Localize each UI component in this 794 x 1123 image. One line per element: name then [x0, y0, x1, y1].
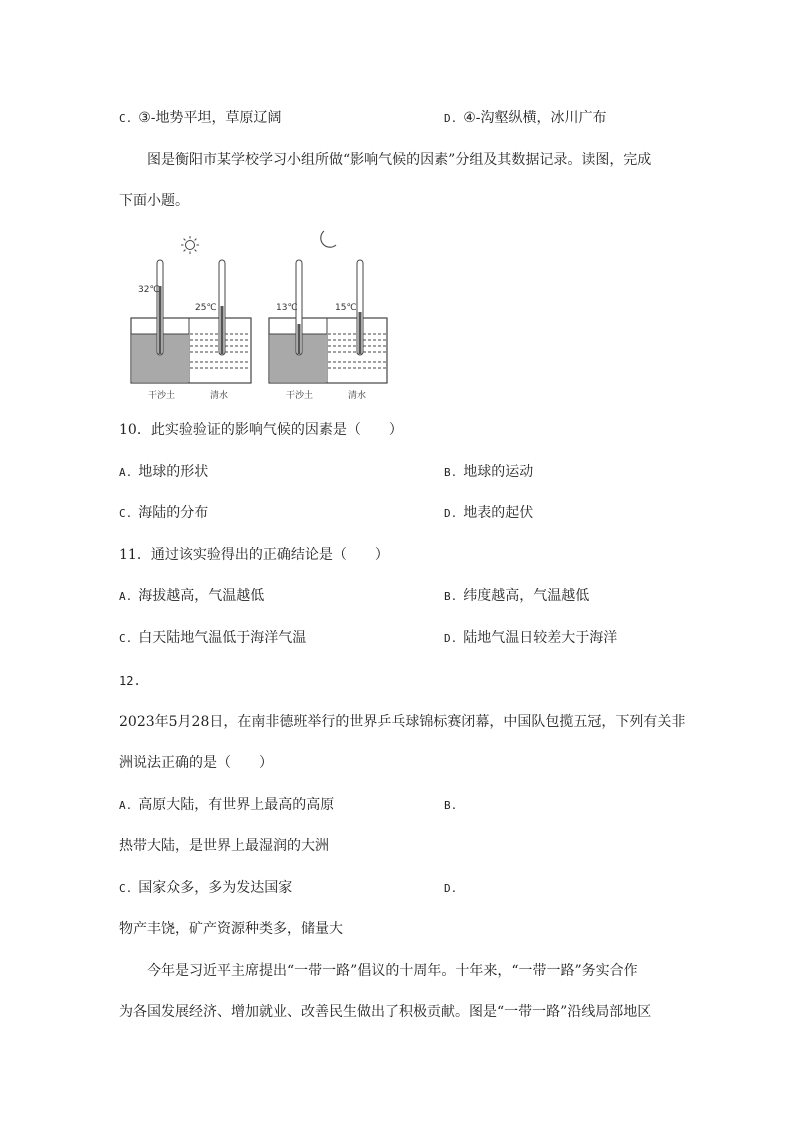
option-text: 陆地气温日较差大于海洋: [463, 630, 618, 646]
q12-option-b-letter: [444, 795, 463, 816]
q12-option-d-letter: [444, 878, 463, 899]
thermometer-water-night: [357, 260, 363, 355]
thermometer-sand-day: [157, 260, 163, 355]
q10-option-d: [444, 503, 533, 524]
sand-label: 干沙土: [286, 391, 314, 401]
option-letter: C.: [119, 882, 133, 895]
q10-option-c: [119, 503, 208, 524]
question-12-stem-line-2: 洲说法正确的是（ ）: [119, 755, 273, 771]
q12-option-b-text: 热带大陆，是世界上最湿润的大洲: [119, 838, 329, 854]
intro-line-1: 图是衡阳市某学校学习小组所做“影响气候的因素”分组及其数据记录。读图，完成: [147, 152, 652, 168]
q12-option-a: [119, 795, 334, 816]
q11-option-b: [444, 586, 589, 607]
option-letter: C.: [119, 632, 133, 645]
q10-option-b: [444, 462, 533, 483]
question-11-stem: 11．通过该实验得出的正确结论是（ ）: [119, 547, 389, 563]
water-temp-label: 15℃: [335, 303, 357, 313]
option-text: ④-沟壑纵横，冰川广布: [463, 110, 607, 126]
question-10-stem: 10．此实验验证的影响气候的因素是（ ）: [119, 422, 403, 438]
thermometer-water-day: [219, 260, 225, 355]
water-temp-label: 25℃: [195, 303, 217, 313]
q11-option-c: [119, 628, 306, 649]
option-letter: A.: [119, 466, 133, 479]
option-text: 地表的起伏: [463, 505, 534, 521]
q12-option-c: [119, 878, 292, 899]
option-letter: A.: [119, 590, 133, 603]
question-12-stem-line-1: 2023年5月28日，在南非德班举行的世界乒乓球锦标赛闭幕，中国队包揽五冠，下列有关非: [119, 714, 686, 730]
water-label: 清水: [210, 391, 229, 401]
option-letter: A.: [119, 799, 133, 812]
option-text: ③-地势平坦，草原辽阔: [138, 110, 282, 126]
option-text: 高原大陆，有世界上最高的高原: [138, 797, 335, 813]
option-letter: B.: [444, 799, 458, 812]
option-letter: D.: [444, 882, 458, 895]
option-letter: C.: [119, 507, 133, 520]
sun-icon: [181, 236, 199, 254]
passage-line-2: 为各国发展经济、增加就业、改善民生做出了积极贡献。图是“一带一路”沿线局部地区: [119, 1004, 652, 1020]
option-letter: B.: [444, 466, 458, 479]
option-letter: C.: [119, 112, 133, 125]
option-text: 海拔越高，气温越低: [138, 588, 265, 604]
option-text: 地球的运动: [463, 464, 534, 480]
q10-option-a: [119, 462, 208, 483]
sand-temp-label: 13℃: [276, 303, 298, 313]
question-12-number: 12.: [119, 674, 141, 688]
intro-line-2: 下面小题。: [119, 193, 189, 209]
option-text: 纬度越高，气温越低: [463, 588, 590, 604]
option-letter: D.: [444, 112, 458, 125]
passage-line-1: 今年是习近平主席提出“一带一路”倡议的十周年。十年来，“一带一路”务实合作: [147, 963, 638, 979]
option-letter: D.: [444, 632, 458, 645]
moon-icon: [321, 231, 336, 247]
option-d-prev: [444, 108, 607, 129]
q11-option-d: [444, 628, 617, 649]
option-text: 白天陆地气温低于海洋气温: [138, 630, 307, 646]
water-label: 清水: [348, 391, 367, 401]
night-setup: [269, 260, 387, 401]
option-text: 海陆的分布: [138, 505, 209, 521]
q12-option-d-text: 物产丰饶，矿产资源种类多，储量大: [119, 921, 343, 937]
day-setup: [131, 260, 251, 401]
option-letter: D.: [444, 507, 458, 520]
option-text: 国家众多，多为发达国家: [138, 880, 293, 896]
q11-option-a: [119, 586, 264, 607]
option-text: 地球的形状: [138, 464, 209, 480]
sand-label: 干沙土: [148, 391, 176, 401]
sand-temp-label: 32℃: [138, 285, 160, 295]
option-c-prev: [119, 108, 282, 129]
experiment-diagram: [126, 228, 396, 406]
option-letter: B.: [444, 590, 458, 603]
